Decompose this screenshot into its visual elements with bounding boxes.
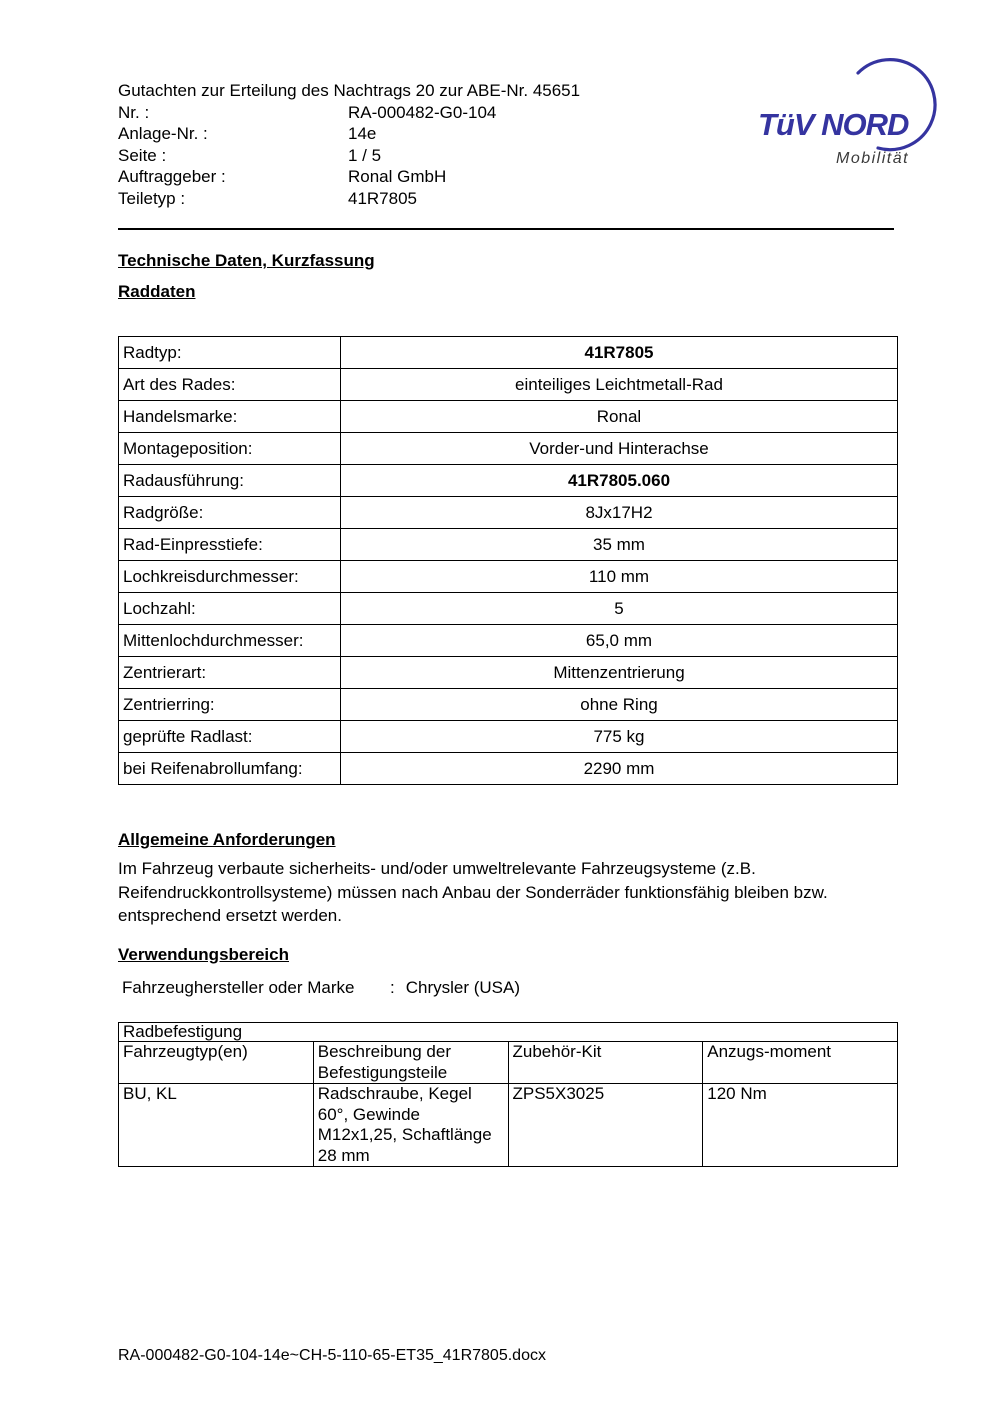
row-value: 5 xyxy=(341,593,898,625)
column-header-zubehoer-kit: Zubehör-Kit xyxy=(508,1042,703,1084)
table-header-row xyxy=(119,1042,898,1084)
logo-brand-text: TüV NORD xyxy=(758,107,909,142)
table-row xyxy=(119,561,898,593)
row-label: Lochzahl: xyxy=(119,593,341,625)
document-title: Gutachten zur Erteilung des Nachtrags 20 zur ABE-Nr. 45651 xyxy=(118,81,581,100)
table-row xyxy=(119,465,898,497)
fahrzeughersteller-line xyxy=(122,978,520,998)
header-field-value: 1 / 5 xyxy=(348,145,382,165)
table-row xyxy=(119,369,898,401)
heading-raddaten: Raddaten xyxy=(118,282,196,301)
table-row xyxy=(119,593,898,625)
header-divider xyxy=(118,228,894,230)
allgemeine-anforderungen-text: Im Fahrzeug verbaute sicherheits- und/oder umweltrelevante Fahrzeugsysteme (z.B. Reifendruckkontrollsysteme) müssen nach Anbau der Sonderräder funktionsfähig bleiben bzw. entsprechend ersetzt werden. xyxy=(118,859,828,925)
column-header-fahrzeugtyp: Fahrzeugtyp(en) xyxy=(119,1042,314,1084)
header-field-label: Teiletyp : xyxy=(118,188,186,208)
row-value: 65,0 mm xyxy=(341,625,898,657)
logo-tagline-text: Mobilität xyxy=(836,150,910,167)
row-label: bei Reifenabrollumfang: xyxy=(119,753,341,785)
header-field-nr xyxy=(118,102,580,124)
header-field-teiletyp xyxy=(118,188,580,210)
row-label: Radausführung: xyxy=(119,465,341,497)
row-value: einteiliges Leichtmetall-Rad xyxy=(341,369,898,401)
header-field-value: 14e xyxy=(348,124,377,144)
tuv-nord-logo xyxy=(752,50,952,172)
header-field-value: 41R7805 xyxy=(348,188,418,208)
table-row xyxy=(119,689,898,721)
document-header xyxy=(118,80,580,210)
heading-allgemeine-anforderungen: Allgemeine Anforderungen xyxy=(118,830,336,849)
row-value: 41R7805 xyxy=(341,337,898,369)
table-row xyxy=(119,401,898,433)
table-row xyxy=(119,625,898,657)
row-label: Radgröße: xyxy=(119,497,341,529)
row-value: Ronal xyxy=(341,401,898,433)
heading-technische-daten: Technische Daten, Kurzfassung xyxy=(118,251,375,270)
fahrzeughersteller-label: Fahrzeughersteller oder Marke xyxy=(122,978,355,997)
cell-anzugsmoment: 120 Nm xyxy=(703,1084,898,1167)
row-label: Radtyp: xyxy=(119,337,341,369)
column-header-beschreibung: Beschreibung der Befestigungsteile xyxy=(313,1042,508,1084)
radbefestigung-caption: Radbefestigung xyxy=(119,1023,898,1042)
cell-fahrzeugtyp: BU, KL xyxy=(119,1084,314,1167)
row-value: 775 kg xyxy=(341,721,898,753)
row-label: Rad-Einpresstiefe: xyxy=(119,529,341,561)
row-label: Zentrierring: xyxy=(119,689,341,721)
row-value: Vorder-und Hinterachse xyxy=(341,433,898,465)
table-row xyxy=(119,529,898,561)
header-field-label: Nr. : xyxy=(118,102,150,122)
table-caption-row xyxy=(119,1023,898,1042)
table-row xyxy=(119,433,898,465)
row-label: Mittenlochdurchmesser: xyxy=(119,625,341,657)
heading-verwendungsbereich: Verwendungsbereich xyxy=(118,945,289,964)
header-field-value: RA-000482-G0-104 xyxy=(348,102,497,122)
fahrzeughersteller-separator: : xyxy=(390,978,395,997)
raddaten-table xyxy=(118,336,898,785)
row-value: 35 mm xyxy=(341,529,898,561)
row-value: 110 mm xyxy=(341,561,898,593)
table-row xyxy=(119,337,898,369)
tuv-nord-logo-icon xyxy=(752,50,952,172)
header-field-label: Auftraggeber : xyxy=(118,167,226,187)
row-value: 8Jx17H2 xyxy=(341,497,898,529)
radbefestigung-table xyxy=(118,1022,898,1167)
column-header-anzugsmoment: Anzugs-moment xyxy=(703,1042,898,1084)
cell-zubehoer-kit: ZPS5X3025 xyxy=(508,1084,703,1167)
table-row xyxy=(119,1084,898,1167)
row-label: Lochkreisdurchmesser: xyxy=(119,561,341,593)
row-value: ohne Ring xyxy=(341,689,898,721)
row-value: 41R7805.060 xyxy=(341,465,898,497)
footer-filename: RA-000482-G0-104-14e~CH-5-110-65-ET35_41R7805.docx xyxy=(118,1347,546,1364)
row-label: geprüfte Radlast: xyxy=(119,721,341,753)
row-value: Mittenzentrierung xyxy=(341,657,898,689)
row-value: 2290 mm xyxy=(341,753,898,785)
table-row xyxy=(119,721,898,753)
fahrzeughersteller-value: Chrysler (USA) xyxy=(405,978,521,997)
row-label: Handelsmarke: xyxy=(119,401,341,433)
cell-beschreibung: Radschraube, Kegel 60°, Gewinde M12x1,25, Schaftlänge 28 mm xyxy=(313,1084,508,1167)
header-field-anlage xyxy=(118,123,580,145)
table-row xyxy=(119,657,898,689)
header-field-value: Ronal GmbH xyxy=(348,167,447,187)
table-row xyxy=(119,497,898,529)
header-field-auftraggeber xyxy=(118,166,580,188)
header-field-seite xyxy=(118,145,580,167)
header-field-label: Anlage-Nr. : xyxy=(118,124,208,144)
table-row xyxy=(119,753,898,785)
row-label: Montageposition: xyxy=(119,433,341,465)
header-field-label: Seite : xyxy=(118,145,167,165)
row-label: Zentrierart: xyxy=(119,657,341,689)
row-label: Art des Rades: xyxy=(119,369,341,401)
